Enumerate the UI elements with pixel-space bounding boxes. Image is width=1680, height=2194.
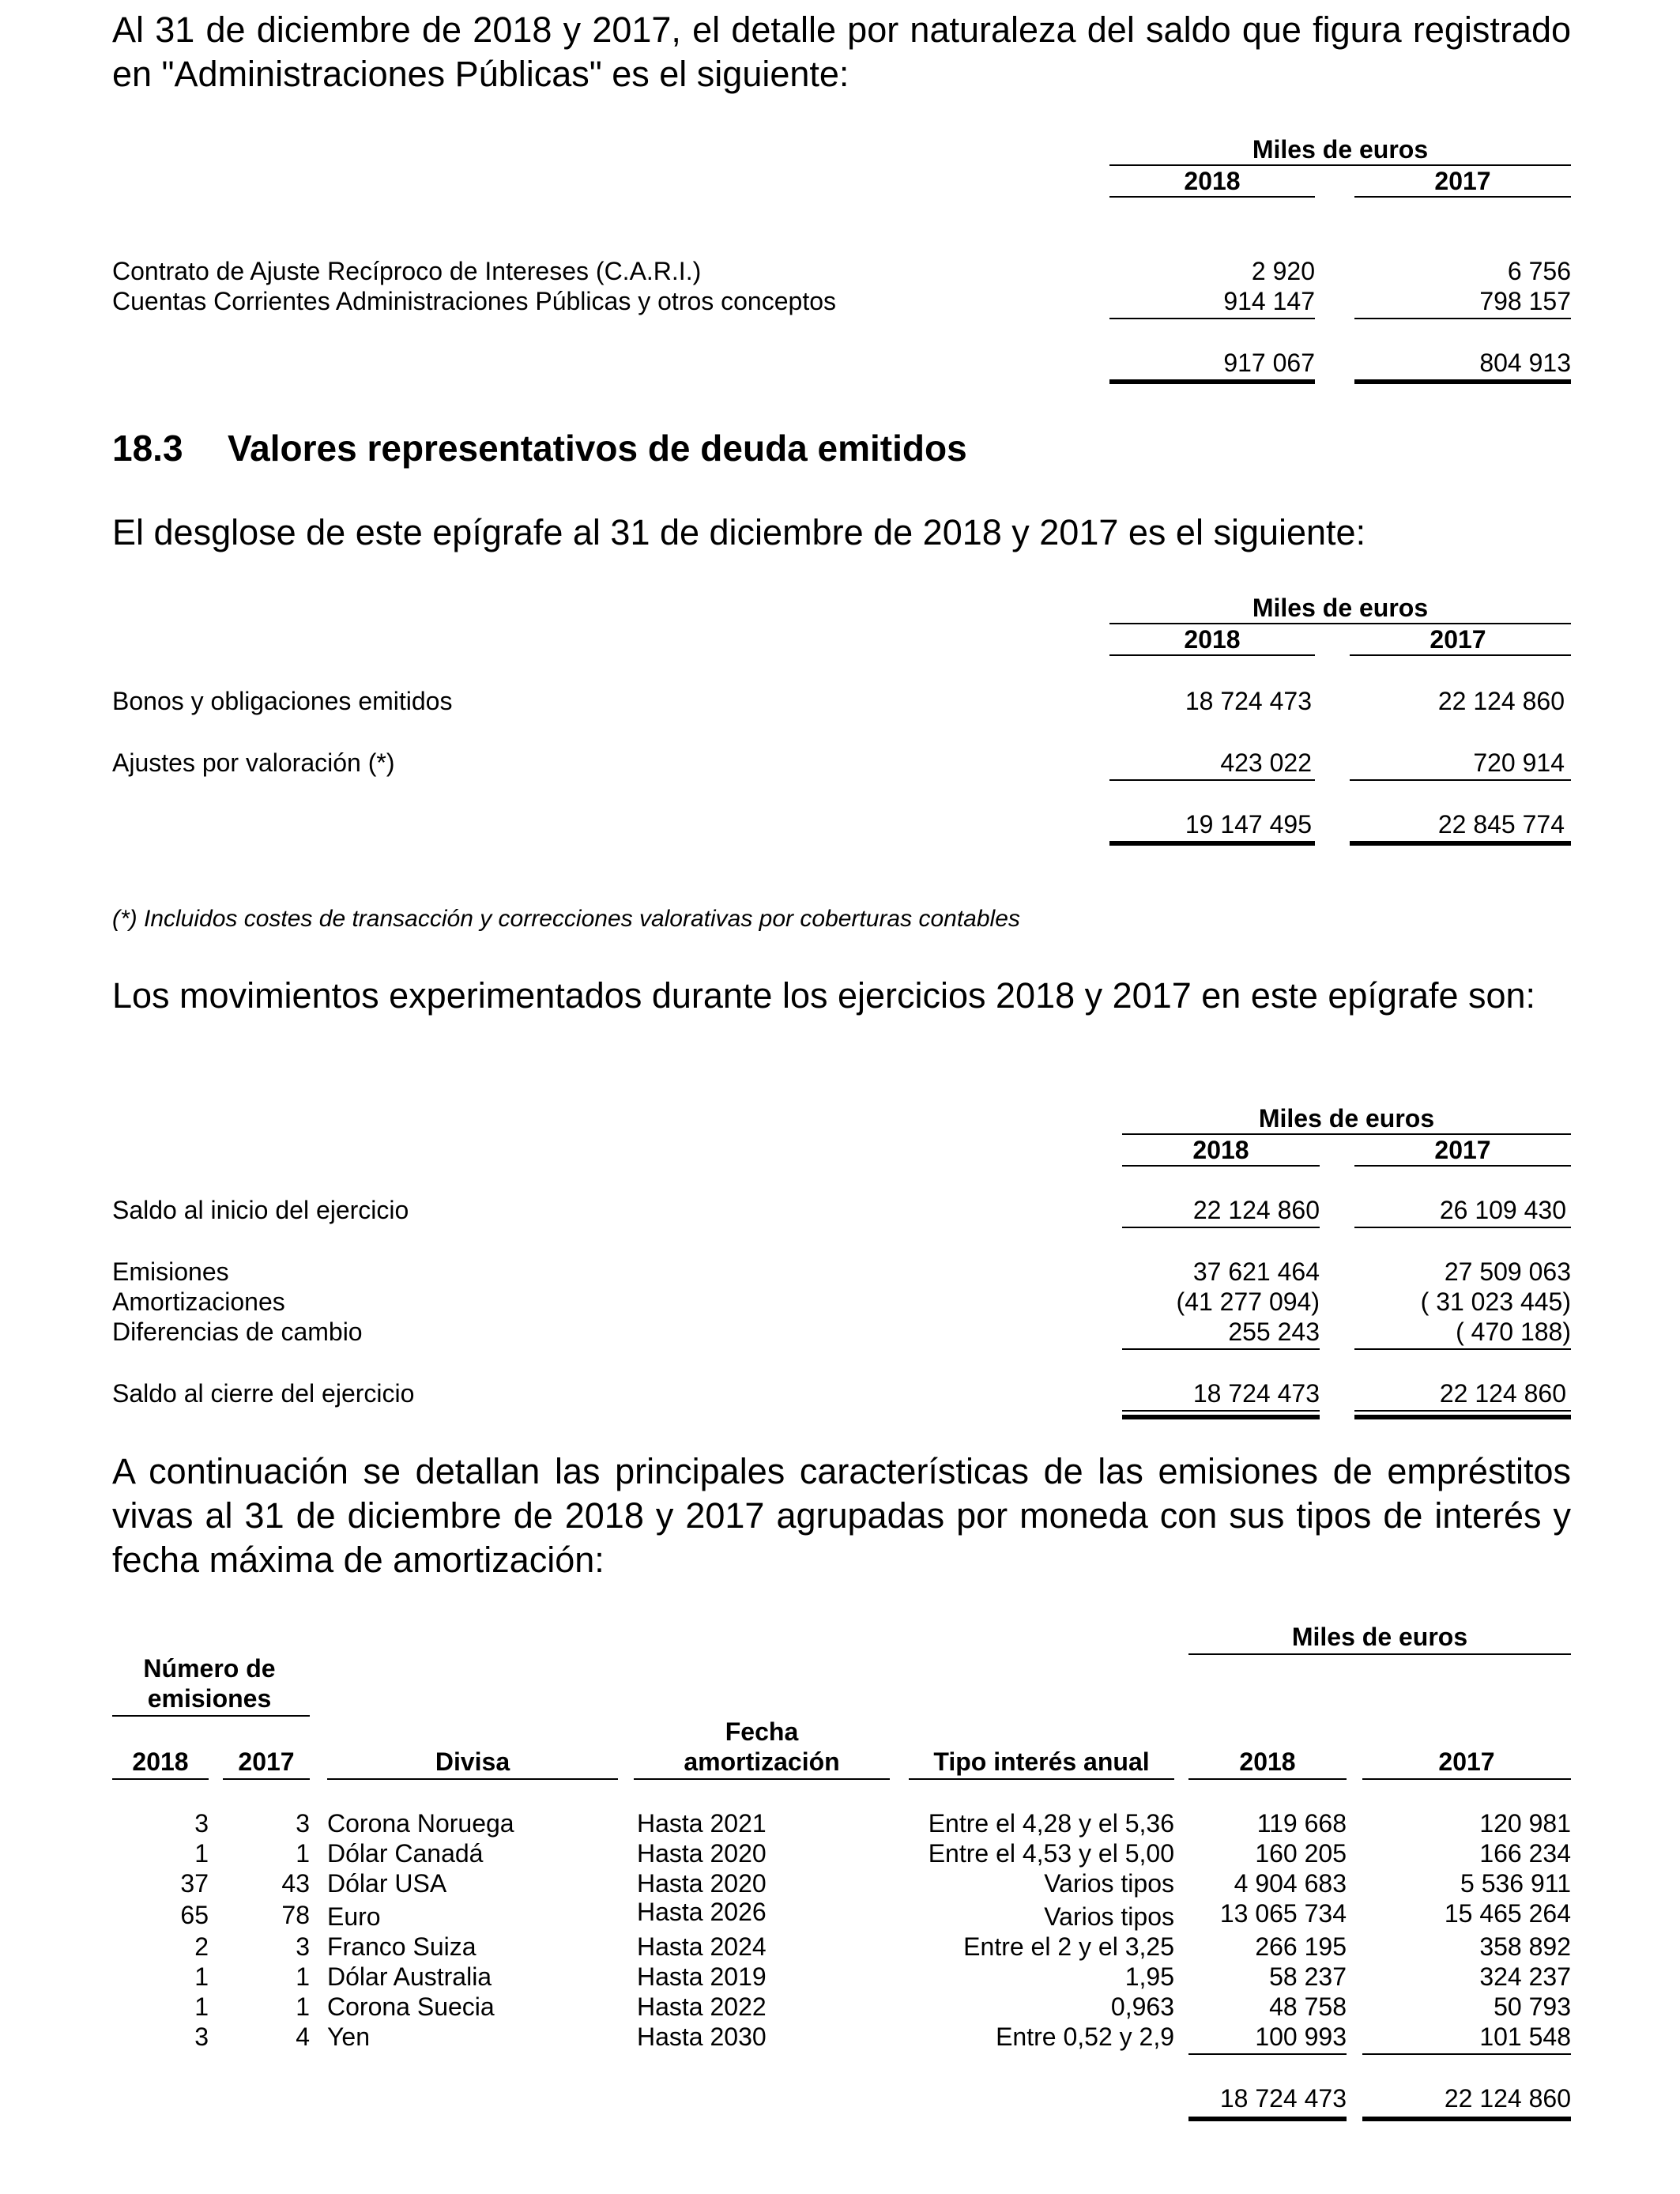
table4-total-2017: 22 124 860	[1444, 2084, 1571, 2113]
row-n2018: 3	[194, 1809, 209, 1838]
row-v2017: 324 237	[1479, 1962, 1571, 1991]
row-tipo: 1,95	[1124, 1962, 1174, 1991]
row-divisa: Dólar Australia	[327, 1962, 492, 1991]
table3-opening-2018: 22 124 860	[1192, 1196, 1320, 1224]
row-n2018: 2	[194, 1932, 209, 1961]
row-n2017: 3	[296, 1809, 310, 1838]
table3-row-label: Diferencias de cambio	[112, 1318, 363, 1346]
row-divisa: Euro	[327, 1902, 381, 1931]
row-n2018: 37	[180, 1869, 209, 1898]
row-fecha: Hasta 2020	[637, 1869, 767, 1898]
row-v2018: 160 205	[1255, 1839, 1347, 1868]
row-fecha: Hasta 2026	[637, 1898, 767, 1926]
row-n2017: 3	[296, 1932, 310, 1961]
table2-col-2018: 2018	[1184, 625, 1241, 654]
table2-row-label: Ajustes por valoración (*)	[112, 748, 395, 777]
row-divisa: Yen	[327, 2022, 370, 2051]
row-fecha: Hasta 2021	[637, 1809, 767, 1838]
table4-num-header-2: emisiones	[147, 1684, 272, 1713]
table4-col-v2018: 2018	[1239, 1747, 1296, 1776]
table3-row-2018: (41 277 094)	[1176, 1287, 1320, 1316]
table2-row-2017: 22 124 860	[1437, 687, 1565, 715]
row-n2018: 1	[194, 1839, 209, 1868]
row-v2018: 119 668	[1256, 1809, 1347, 1838]
row-v2017: 358 892	[1479, 1932, 1571, 1961]
table3-row-2017: 27 509 063	[1444, 1257, 1571, 1286]
row-tipo: Varios tipos	[1044, 1902, 1174, 1931]
table2-total-2018: 19 147 495	[1185, 810, 1312, 839]
row-v2018: 100 993	[1255, 2022, 1347, 2051]
table4-col-n2018: 2018	[132, 1747, 189, 1776]
row-n2017: 1	[296, 1992, 310, 2021]
row-fecha: Hasta 2020	[637, 1839, 767, 1868]
table1-total-2018: 917 067	[1223, 349, 1315, 377]
table3-row-2018: 37 621 464	[1192, 1257, 1320, 1286]
paragraph-desglose: El desglose de este epígrafe al 31 de diciembre de 2018 y 2017 es el siguiente:	[112, 512, 1366, 552]
table2-row-2018: 18 724 473	[1185, 687, 1312, 715]
row-n2017: 1	[296, 1962, 310, 1991]
row-v2018: 58 237	[1269, 1962, 1347, 1991]
section-number: 18.3	[112, 428, 183, 469]
row-n2017: 4	[296, 2022, 310, 2051]
row-fecha: Hasta 2030	[637, 2022, 767, 2051]
table2-row-label: Bonos y obligaciones emitidos	[112, 687, 453, 715]
row-n2018: 1	[194, 1992, 209, 2021]
table4-total-2018: 18 724 473	[1219, 2084, 1347, 2113]
table4-col-v2017: 2017	[1438, 1747, 1495, 1776]
table1-row-2017: 798 157	[1479, 287, 1571, 315]
table3-col-2017: 2017	[1434, 1136, 1491, 1164]
row-v2018: 13 065 734	[1219, 1899, 1347, 1928]
table1-unit-header: Miles de euros	[1252, 135, 1429, 164]
table1-total-2017: 804 913	[1479, 349, 1571, 377]
section-heading	[112, 427, 967, 469]
table4-col-divisa: Divisa	[435, 1747, 510, 1776]
table4-num-header-1: Número de	[143, 1654, 276, 1683]
table1-row-2018: 914 147	[1223, 287, 1315, 315]
row-fecha: Hasta 2024	[637, 1932, 767, 1961]
table1-row-2017: 6 756	[1507, 257, 1571, 285]
table2-row-2018: 423 022	[1220, 748, 1312, 777]
footnote: (*) Incluidos costes de transacción y correcciones valorativas por coberturas contables	[112, 906, 1020, 932]
row-n2018: 1	[194, 1962, 209, 1991]
row-fecha: Hasta 2022	[637, 1992, 767, 2021]
table2-row-2017: 720 914	[1473, 748, 1565, 777]
paragraph-movimientos: Los movimientos experimentados durante los ejercicios 2018 y 2017 en este epígrafe son:	[112, 975, 1536, 1016]
table2-total-2017: 22 845 774	[1437, 810, 1565, 839]
intro-paragraph: Al 31 de diciembre de 2018 y 2017, el detalle por naturaleza del saldo que figura registrado en "Administraciones Públicas" es el siguiente:	[112, 9, 1571, 94]
row-v2017: 15 465 264	[1444, 1899, 1571, 1928]
table3-closing-2017: 22 124 860	[1439, 1379, 1566, 1408]
row-n2018: 3	[194, 2022, 209, 2051]
row-tipo: Entre el 2 y el 3,25	[963, 1932, 1174, 1961]
table1-row-label: Cuentas Corrientes Administraciones Públicas y otros conceptos	[112, 287, 836, 315]
row-tipo: Entre 0,52 y 2,9	[996, 2022, 1174, 2051]
table3-row-2017: ( 470 188)	[1456, 1318, 1571, 1346]
row-tipo: Entre el 4,28 y el 5,36	[928, 1809, 1174, 1838]
table4-col-n2017: 2017	[238, 1747, 295, 1776]
row-v2018: 266 195	[1255, 1932, 1347, 1961]
table3-row-2018: 255 243	[1228, 1318, 1320, 1346]
row-v2017: 50 793	[1494, 1992, 1571, 2021]
paragraph-emisiones: A continuación se detallan las principales características de las emisiones de empréstitos vivas al 31 de diciembre de 2018 y 2017 agrupadas por moneda con sus tipos de interés y fecha máxima de amortización:	[112, 1451, 1571, 1580]
table1-row-label: Contrato de Ajuste Recíproco de Intereses (C.A.R.I.)	[112, 257, 702, 285]
table3-row-2017: ( 31 023 445)	[1420, 1287, 1571, 1316]
table3-row-label: Amortizaciones	[112, 1287, 285, 1316]
table4-unit-header: Miles de euros	[1291, 1623, 1468, 1651]
table3-closing-2018: 18 724 473	[1192, 1379, 1320, 1408]
table3-unit-header: Miles de euros	[1258, 1104, 1435, 1133]
row-fecha: Hasta 2019	[637, 1962, 767, 1991]
table3-col-2018: 2018	[1192, 1136, 1249, 1164]
row-n2017: 1	[296, 1839, 310, 1868]
table2-unit-header: Miles de euros	[1252, 594, 1429, 622]
table1-row-2018: 2 920	[1251, 257, 1315, 285]
row-n2017: 78	[281, 1901, 310, 1929]
row-divisa: Corona Noruega	[327, 1809, 514, 1838]
table4-fecha-header-2: amortización	[684, 1747, 840, 1776]
row-divisa: Dólar Canadá	[327, 1839, 484, 1868]
row-divisa: Franco Suiza	[327, 1932, 477, 1961]
table3-closing-label: Saldo al cierre del ejercicio	[112, 1379, 415, 1408]
row-v2017: 5 536 911	[1460, 1869, 1571, 1898]
table3-row-label: Emisiones	[112, 1257, 229, 1286]
row-v2017: 120 981	[1479, 1809, 1571, 1838]
row-n2018: 65	[180, 1901, 209, 1929]
row-divisa: Dólar USA	[327, 1869, 447, 1898]
section-title: Valores representativos de deuda emitidos	[228, 428, 967, 469]
row-v2018: 48 758	[1269, 1992, 1347, 2021]
row-tipo: Entre el 4,53 y el 5,00	[928, 1839, 1174, 1868]
row-tipo: 0,963	[1110, 1992, 1174, 2021]
row-v2017: 166 234	[1479, 1839, 1571, 1868]
table3-opening-label: Saldo al inicio del ejercicio	[112, 1196, 409, 1224]
table4-col-tipo: Tipo interés anual	[933, 1747, 1150, 1776]
row-v2018: 4 904 683	[1234, 1869, 1347, 1898]
row-tipo: Varios tipos	[1044, 1869, 1174, 1898]
table1-col-2018: 2018	[1184, 167, 1241, 195]
table1-col-2017: 2017	[1434, 167, 1491, 195]
table3-opening-2017: 26 109 430	[1439, 1196, 1566, 1224]
table2-col-2017: 2017	[1430, 625, 1486, 654]
table4-fecha-header-1: Fecha	[725, 1717, 799, 1746]
row-v2017: 101 548	[1479, 2022, 1571, 2051]
row-n2017: 43	[281, 1869, 310, 1898]
row-divisa: Corona Suecia	[327, 1992, 495, 2021]
